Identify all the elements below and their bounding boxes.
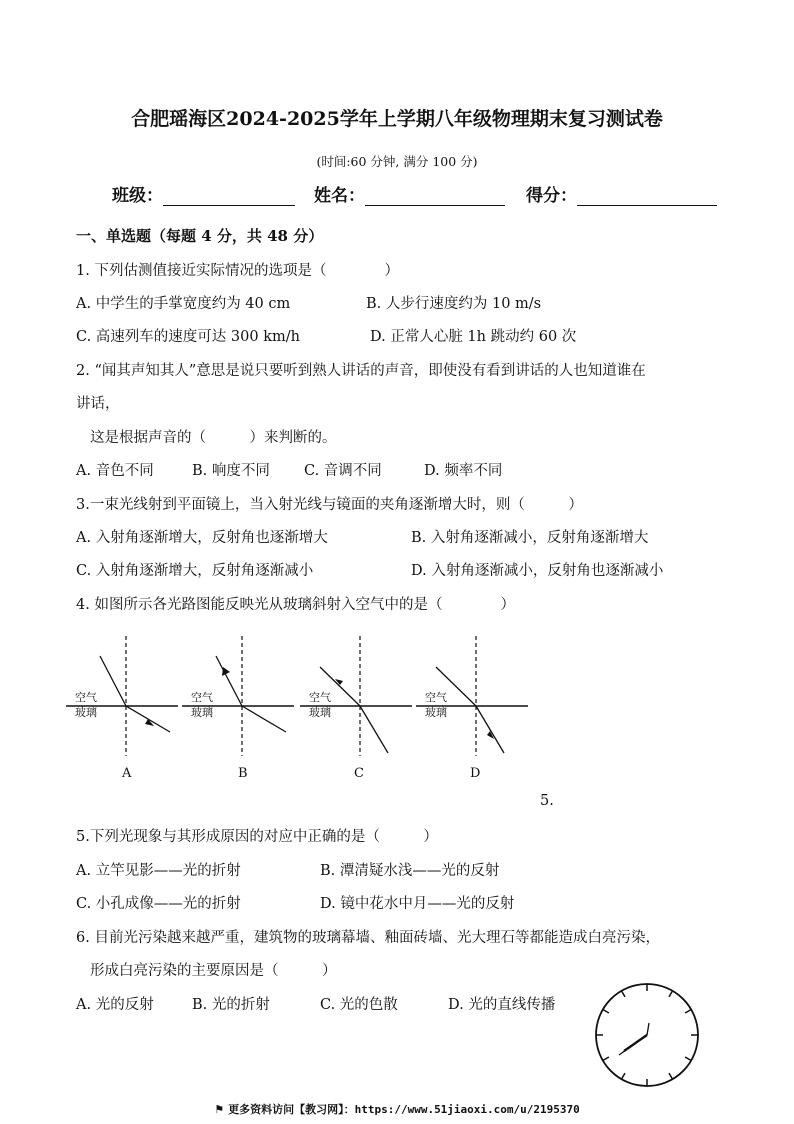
class-label: 班级： (112, 186, 163, 206)
q5-option-d: D. 镜中花水中月——光的反射 (320, 896, 515, 912)
class-field (112, 181, 295, 206)
q1-stem: 1. 下列估测值接近实际情况的选项是（ ） (76, 263, 399, 279)
q5-stem: 5.下列光现象与其形成原因的对应中正确的是（ ） (76, 829, 438, 845)
clock-tick (622, 991, 626, 997)
diagram-c-label: C (354, 766, 364, 781)
q2-option-c: C. 音调不同 (304, 463, 382, 479)
diagram-a-label: A (122, 766, 132, 781)
q2-stem-line2: 讲话， (76, 396, 120, 412)
q5-option-b: B. 潭清疑水浅——光的反射 (320, 863, 500, 879)
footer-link[interactable]: 更多资料访问【教习网】：https://www.51jiaoxi.com/u/2195370 (228, 1103, 580, 1116)
q6-option-c: C. 光的色散 (320, 997, 398, 1013)
glass-label-b: 玻璃 (191, 706, 213, 719)
air-label-d: 空气 (425, 691, 447, 704)
q1-option-d: D. 正常人心脏 1h 跳动约 60 次 (370, 329, 577, 345)
air-label-a: 空气 (75, 691, 97, 704)
name-field (314, 181, 505, 206)
class-blank[interactable] (163, 187, 295, 206)
stray-number: 5. (540, 793, 554, 809)
glass-label-c: 玻璃 (309, 706, 331, 719)
clock-tick (603, 1057, 609, 1061)
q3-option-a: A. 入射角逐渐增大，反射角也逐渐增大 (76, 530, 328, 546)
clock-tick (685, 1057, 691, 1061)
optics-figure (66, 636, 536, 786)
q3-option-c: C. 入射角逐渐增大，反射角逐渐减小 (76, 563, 314, 579)
q3-option-b: B. 入射角逐渐减小，反射角逐渐增大 (411, 530, 649, 546)
q6-option-d: D. 光的直线传播 (448, 997, 556, 1013)
name-label: 姓名： (314, 186, 365, 206)
exam-time-info: (时间:60 分钟, 满分 100 分) (316, 154, 478, 169)
section-title: 一、单选题（每题 4 分，共 48 分） (76, 227, 324, 245)
footer (0, 1101, 794, 1117)
diagram-d-label: D (470, 766, 481, 781)
q2-option-a: A. 音色不同 (76, 463, 154, 479)
clock-figure (592, 980, 702, 1090)
q6-stem-line2: 形成白亮污染的主要原因是（ ） (90, 963, 337, 979)
q6-option-b: B. 光的折射 (192, 997, 270, 1013)
diagram-b-label: B (238, 766, 248, 781)
clock-tick (669, 1073, 673, 1079)
glass-label-d: 玻璃 (425, 706, 447, 719)
q5-option-c: C. 小孔成像——光的折射 (76, 896, 241, 912)
clock-tick (685, 1010, 691, 1014)
q1-option-c: C. 高速列车的速度可达 300 km/h (76, 329, 300, 345)
q1-option-a: A. 中学生的手掌宽度约为 40 cm (76, 296, 291, 312)
q2-option-b: B. 响度不同 (192, 463, 270, 479)
clock-tick (622, 1073, 626, 1079)
clock-tick (603, 1010, 609, 1014)
q6-stem-line1: 6. 目前光污染越来越严重，建筑物的玻璃幕墙、釉面砖墙、光大理石等都能造成白亮污染， (76, 930, 660, 946)
q2-option-d: D. 频率不同 (424, 463, 503, 479)
glass-label-a: 玻璃 (75, 706, 97, 719)
name-blank[interactable] (365, 187, 505, 206)
air-label-c: 空气 (309, 691, 331, 704)
q6-option-a: A. 光的反射 (76, 997, 154, 1013)
q2-stem-line3: 这是根据声音的（ ）来判断的。 (90, 430, 337, 446)
q4-stem: 4. 如图所示各光路图能反映光从玻璃斜射入空气中的是（ ） (76, 597, 515, 613)
air-label-b: 空气 (191, 691, 213, 704)
q5-option-a: A. 立竿见影——光的折射 (76, 863, 241, 879)
score-blank[interactable] (577, 187, 717, 206)
q3-option-d: D. 入射角逐渐减小，反射角也逐渐减小 (411, 563, 664, 579)
clock-tick (669, 991, 673, 997)
page-title: 合肥瑶海区2024-2025学年上学期八年级物理期末复习测试卷 (131, 108, 663, 130)
flag-icon: ⚑ (214, 1103, 225, 1116)
score-label: 得分： (526, 186, 577, 206)
q1-option-b: B. 人步行速度约为 10 m/s (366, 296, 542, 312)
q3-stem: 3.一束光线射到平面镜上，当入射光线与镜面的夹角逐渐增大时，则（ ） (76, 497, 583, 513)
q2-stem-line1: 2. “闻其声知其人”意思是说只要听到熟人讲话的声音，即使没有看到讲话的人也知道谁在 (76, 363, 646, 379)
score-field (526, 181, 717, 206)
